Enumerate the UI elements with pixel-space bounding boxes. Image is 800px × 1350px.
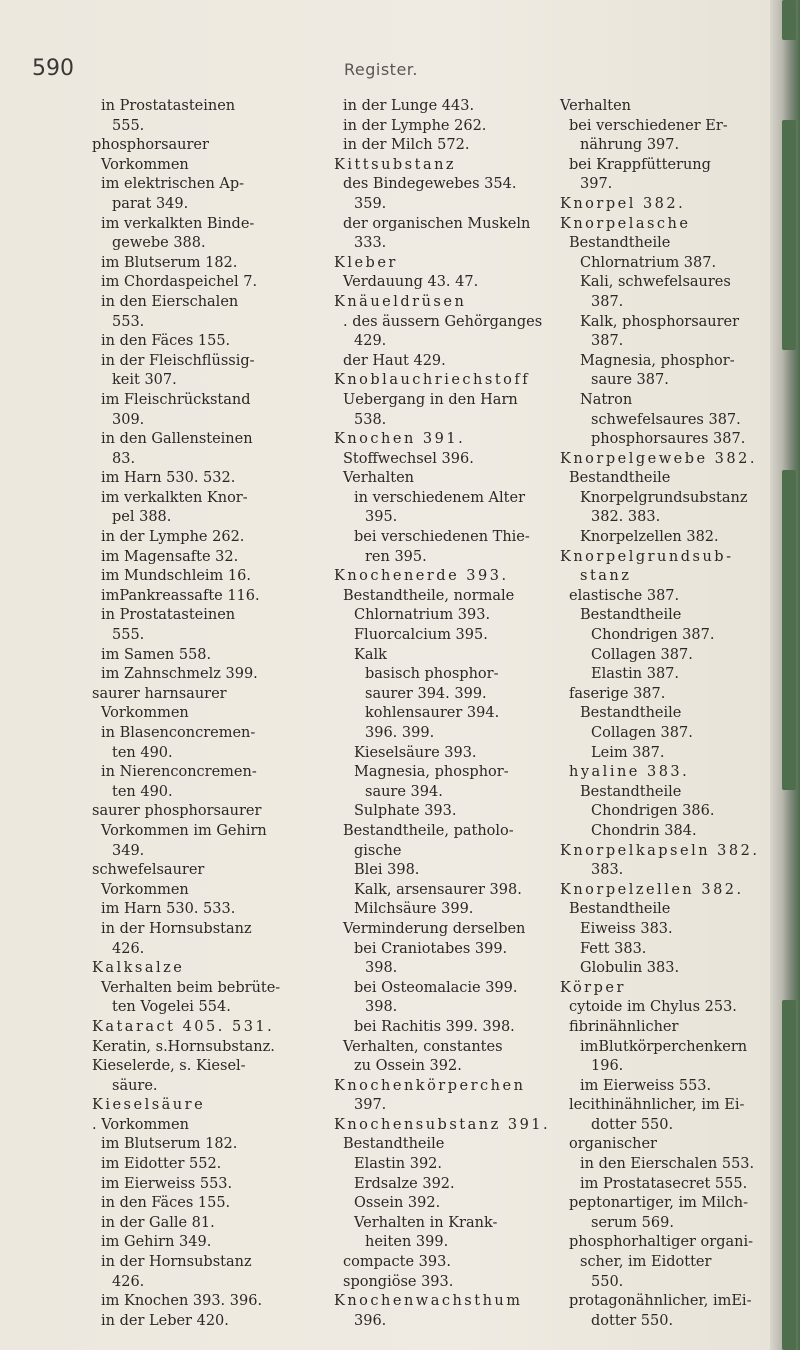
index-subentry: zu Ossein 392. xyxy=(354,1058,462,1075)
index-subentry: 349. xyxy=(112,842,145,859)
index-column-middle xyxy=(334,97,551,1331)
index-subentry: bei verschiedenen Thie- xyxy=(354,529,530,546)
index-subentry: 555. xyxy=(112,117,145,134)
index-subentry: Kalk xyxy=(354,646,387,663)
index-subentry: in den Gallensteinen xyxy=(101,431,253,448)
index-subentry: Elastin 387. xyxy=(591,666,680,683)
index-subentry: scher, im Eidotter xyxy=(580,1254,712,1271)
index-subentry: schwefelsaures 387. xyxy=(591,411,741,428)
index-subentry: in Blasenconcremen- xyxy=(101,725,256,741)
index-subentry: gische xyxy=(354,842,402,859)
index-subentry: Kali, schwefelsaures xyxy=(580,274,731,291)
index-subentry: Leim 387. xyxy=(591,744,665,761)
index-entry: Keratin, s.Hornsubstanz. xyxy=(92,1038,275,1055)
index-subentry: 196. xyxy=(591,1058,624,1075)
index-subentry: Kalk, phosphorsaurer xyxy=(580,313,740,330)
edge-band xyxy=(782,120,796,350)
index-subentry: Fett 383. xyxy=(580,940,647,957)
index-subentry: 553. xyxy=(112,313,145,330)
index-subentry: des Bindegewebes 354. xyxy=(343,176,517,193)
index-entry: Knorpelkapseln 382. xyxy=(560,842,760,859)
index-subentry: bei Rachitis 399. 398. xyxy=(354,1018,515,1035)
index-subentry: Ossein 392. xyxy=(354,1195,441,1212)
index-subentry: dotter 550. xyxy=(591,1116,674,1133)
index-subentry: Chlornatrium 393. xyxy=(354,607,491,624)
index-subentry: gewebe 388. xyxy=(112,235,206,252)
index-entry: Knochenkörperchen xyxy=(334,1077,526,1094)
index-subentry: bei Osteomalacie 399. xyxy=(354,979,518,996)
index-subentry: in der Lymphe 262. xyxy=(343,117,487,134)
index-subentry: peptonartiger, im Milch- xyxy=(569,1195,748,1212)
index-entry: phosphorsaurer xyxy=(92,137,209,154)
index-subentry: 333. xyxy=(354,235,387,252)
index-subentry: 555. xyxy=(112,627,145,644)
index-subentry: in der Fleischflüssig- xyxy=(101,352,255,369)
index-subentry: im Eierweiss 553. xyxy=(580,1077,712,1094)
index-subentry: imBlutkörperchenkern xyxy=(580,1038,748,1055)
index-subentry: in der Hornsubstanz xyxy=(101,920,252,937)
index-subentry: in der Galle 81. xyxy=(101,1214,215,1231)
index-subentry: Vorkommen xyxy=(101,881,189,898)
index-subentry: nährung 397. xyxy=(580,137,680,154)
index-subentry: Kieselsäure 393. xyxy=(354,744,477,761)
index-subentry: in der Lymphe 262. xyxy=(101,529,245,546)
index-subentry: im Fleischrückstand xyxy=(101,391,251,408)
index-subentry: parat 349. xyxy=(112,195,189,212)
index-subentry: saure 387. xyxy=(591,372,669,389)
index-subentry: 538. xyxy=(354,411,387,428)
index-subentry: Chondrigen 386. xyxy=(591,803,715,820)
index-subentry: Magnesia, phosphor- xyxy=(580,352,735,369)
index-subentry: bei Krappfütterung xyxy=(569,156,711,173)
index-subentry: in der Hornsubstanz xyxy=(101,1254,252,1271)
running-title: Register. xyxy=(344,60,418,79)
index-subentry: Verdauung 43. 47. xyxy=(343,274,479,291)
index-subentry: cytoide im Chylus 253. xyxy=(569,999,737,1016)
index-subentry: säure. xyxy=(112,1077,158,1094)
index-entry: . Vorkommen xyxy=(92,1116,189,1133)
index-subentry: 429. xyxy=(354,333,387,350)
index-subentry: 550. xyxy=(591,1273,624,1290)
index-subentry: Verhalten beim bebrüte- xyxy=(101,979,281,996)
index-subentry: 397. xyxy=(354,1097,387,1114)
index-subentry: ren 395. xyxy=(365,548,427,565)
index-entry: Knorpelgewebe 382. xyxy=(560,450,757,467)
index-subentry: Kalk, arsensaurer 398. xyxy=(354,881,522,898)
index-subentry: saure 394. xyxy=(365,783,443,800)
index-entry: Verhalten xyxy=(560,98,632,114)
index-subentry: serum 569. xyxy=(591,1214,674,1231)
index-subentry: Bestandtheile xyxy=(569,470,671,487)
index-subentry: Natron xyxy=(580,391,633,408)
index-subentry: kohlensaurer 394. xyxy=(365,705,500,722)
index-subentry: saurer 394. 399. xyxy=(365,685,487,702)
index-subentry: Bestandtheile xyxy=(569,235,671,252)
index-subentry: 395. xyxy=(365,509,398,526)
index-subentry: Verhalten in Krank- xyxy=(354,1214,498,1231)
index-subentry: in Nierenconcremen- xyxy=(101,764,257,781)
index-entry: Knorpelasche xyxy=(560,215,691,232)
index-subentry: Bestandtheile xyxy=(343,1136,445,1153)
index-subentry: 387. xyxy=(591,293,624,310)
index-entry: Kalksalze xyxy=(92,960,185,977)
index-subentry: Bestandtheile, patholo- xyxy=(343,822,514,839)
index-subentry: 382. 383. xyxy=(591,509,661,526)
index-subentry: 396. xyxy=(354,1312,387,1329)
index-subentry: imPankreassafte 116. xyxy=(101,587,260,604)
index-subentry: spongiöse 393. xyxy=(343,1273,454,1290)
index-subentry: Elastin 392. xyxy=(354,1156,443,1173)
index-subentry: im Magensafte 32. xyxy=(101,548,239,565)
index-subentry: . des äussern Gehörganges xyxy=(343,313,543,330)
index-subentry: 383. xyxy=(591,862,624,879)
index-subentry: im elektrischen Ap- xyxy=(101,176,245,193)
index-subentry: compacte 393. xyxy=(343,1254,451,1271)
index-subentry: der Haut 429. xyxy=(343,352,446,369)
index-subentry: bei verschiedener Er- xyxy=(569,117,728,134)
index-subentry: Bestandtheile xyxy=(580,783,682,800)
index-entry: Kittsubstanz xyxy=(334,156,457,173)
page-edge-shadow xyxy=(770,0,800,1350)
index-entry: schwefelsaurer xyxy=(92,862,205,879)
index-subentry: in Prostatasteinen xyxy=(101,607,236,624)
index-entry: Kieselsäure xyxy=(92,1097,206,1114)
index-subentry: im Harn 530. 533. xyxy=(101,901,236,918)
index-subentry: Bestandtheile, normale xyxy=(343,587,515,604)
index-subentry: im Blutserum 182. xyxy=(101,1136,238,1153)
index-subentry: im Harn 530. 532. xyxy=(101,470,236,487)
index-subentry: in den Fäces 155. xyxy=(101,1195,231,1212)
index-entry: Knorpelzellen 382. xyxy=(560,881,744,898)
index-subentry: 398. xyxy=(365,999,398,1016)
page-number: 590 xyxy=(32,56,74,81)
index-subentry: Verminderung derselben xyxy=(343,920,526,937)
index-subentry: im Eidotter 552. xyxy=(101,1156,222,1173)
index-subentry: keit 307. xyxy=(112,372,177,389)
index-subentry: Sulphate 393. xyxy=(354,803,457,820)
index-subentry: in verschiedenem Alter xyxy=(354,489,525,506)
index-subentry: Vorkommen im Gehirn xyxy=(101,822,267,839)
index-subentry: im Chordaspeichel 7. xyxy=(101,274,258,291)
index-subentry: heiten 399. xyxy=(365,1234,449,1251)
index-subentry: der organischen Muskeln xyxy=(343,215,531,232)
index-subentry: hyaline 383. xyxy=(569,764,690,781)
index-subentry: 387. xyxy=(591,333,624,350)
index-subentry: im Knochen 393. 396. xyxy=(101,1293,263,1310)
index-subentry: in den Eierschalen 553. xyxy=(580,1156,755,1173)
index-subentry: im Samen 558. xyxy=(101,646,212,663)
index-subentry: im Zahnschmelz 399. xyxy=(101,666,258,683)
index-subentry: im Blutserum 182. xyxy=(101,254,238,271)
edge-band xyxy=(782,1000,796,1350)
index-subentry: Vorkommen xyxy=(101,705,189,722)
index-subentry: Collagen 387. xyxy=(591,646,693,663)
index-subentry: in Prostatasteinen xyxy=(101,98,236,114)
index-subentry: Verhalten xyxy=(343,470,415,487)
index-subentry: im verkalkten Binde- xyxy=(101,215,255,232)
index-subentry: Blei 398. xyxy=(354,862,420,879)
index-subentry: im Gehirn 349. xyxy=(101,1234,212,1251)
index-subentry: bei Craniotabes 399. xyxy=(354,940,508,957)
index-subentry: Verhalten, constantes xyxy=(343,1038,503,1055)
index-subentry: Knorpelgrundsubstanz xyxy=(580,489,748,506)
index-entry: Körper xyxy=(560,979,626,996)
index-subentry: Magnesia, phosphor- xyxy=(354,764,509,781)
index-subentry: 398. xyxy=(365,960,398,977)
index-entry: Knochen 391. xyxy=(334,431,466,448)
index-subentry: Globulin 383. xyxy=(580,960,680,977)
index-subentry: stanz xyxy=(580,568,632,585)
index-subentry: ten 490. xyxy=(112,783,173,800)
index-entry: Kieselerde, s. Kiesel- xyxy=(92,1058,246,1075)
index-subentry: phosphorhaltiger organi- xyxy=(569,1234,754,1251)
index-subentry: ten 490. xyxy=(112,744,173,761)
index-subentry: in der Lunge 443. xyxy=(343,98,475,114)
index-subentry: phosphorsaures 387. xyxy=(591,431,746,448)
index-subentry: Bestandtheile xyxy=(580,705,682,722)
index-entry: saurer phosphorsaurer xyxy=(92,803,262,820)
index-column-left xyxy=(92,97,297,1331)
index-subentry: elastische 387. xyxy=(569,587,680,604)
index-subentry: 397. xyxy=(580,176,613,193)
index-subentry: Chlornatrium 387. xyxy=(580,254,717,271)
index-subentry: fibrinähnlicher xyxy=(569,1018,679,1035)
index-subentry: 309. xyxy=(112,411,145,428)
index-subentry: im Mundschleim 16. xyxy=(101,568,251,585)
index-subentry: ten Vogelei 554. xyxy=(112,999,231,1016)
index-entry: Knoblauchriechstoff xyxy=(334,372,531,389)
index-subentry: lecithinähnlicher, im Ei- xyxy=(569,1097,745,1114)
index-subentry: 426. xyxy=(112,1273,145,1290)
index-entry: Knäueldrüsen xyxy=(334,293,467,310)
index-subentry: Eiweiss 383. xyxy=(580,920,673,937)
index-entry: saurer harnsaurer xyxy=(92,685,227,702)
edge-band xyxy=(782,470,796,790)
index-subentry: 83. xyxy=(112,450,136,467)
page-header xyxy=(0,56,770,86)
index-subentry: Bestandtheile xyxy=(569,901,671,918)
index-column-right xyxy=(560,97,765,1331)
index-subentry: 359. xyxy=(354,195,387,212)
index-subentry: Chondrigen 387. xyxy=(591,627,715,644)
index-subentry: dotter 550. xyxy=(591,1312,674,1329)
index-subentry: in den Fäces 155. xyxy=(101,333,231,350)
index-subentry: im Eierweiss 553. xyxy=(101,1175,233,1192)
index-subentry: in den Eierschalen xyxy=(101,293,239,310)
index-subentry: im Prostatasecret 555. xyxy=(580,1175,748,1192)
index-subentry: Vorkommen xyxy=(101,156,189,173)
edge-band xyxy=(782,0,796,40)
index-entry: Kleber xyxy=(334,254,398,271)
index-entry: Kataract 405. 531. xyxy=(92,1018,275,1035)
index-subentry: pel 388. xyxy=(112,509,172,526)
index-subentry: 396. 399. xyxy=(365,725,435,741)
index-subentry: 426. xyxy=(112,940,145,957)
index-subentry: organischer xyxy=(569,1136,657,1153)
index-entry: Knochenerde 393. xyxy=(334,568,509,585)
index-subentry: Bestandtheile xyxy=(580,607,682,624)
index-subentry: in der Leber 420. xyxy=(101,1312,229,1329)
index-entry: Knorpelgrundsub- xyxy=(560,548,734,565)
index-subentry: Fluorcalcium 395. xyxy=(354,627,488,644)
index-entry: Knochensubstanz 391. xyxy=(334,1116,551,1133)
index-subentry: Chondrin 384. xyxy=(591,822,697,839)
index-subentry: in der Milch 572. xyxy=(343,137,470,154)
index-subentry: Erdsalze 392. xyxy=(354,1175,455,1192)
index-subentry: Stoffwechsel 396. xyxy=(343,450,474,467)
index-subentry: Collagen 387. xyxy=(591,725,693,741)
index-entry: Knorpel 382. xyxy=(560,195,686,212)
index-subentry: Uebergang in den Harn xyxy=(343,391,518,408)
index-subentry: Milchsäure 399. xyxy=(354,901,474,918)
index-subentry: basisch phosphor- xyxy=(365,666,499,683)
index-subentry: im verkalkten Knor- xyxy=(101,489,248,506)
index-subentry: Knorpelzellen 382. xyxy=(580,529,719,546)
index-subentry: faserige 387. xyxy=(569,685,666,702)
index-subentry: protagonähnlicher, imEi- xyxy=(569,1293,752,1310)
index-entry: Knochenwachsthum xyxy=(334,1293,523,1310)
